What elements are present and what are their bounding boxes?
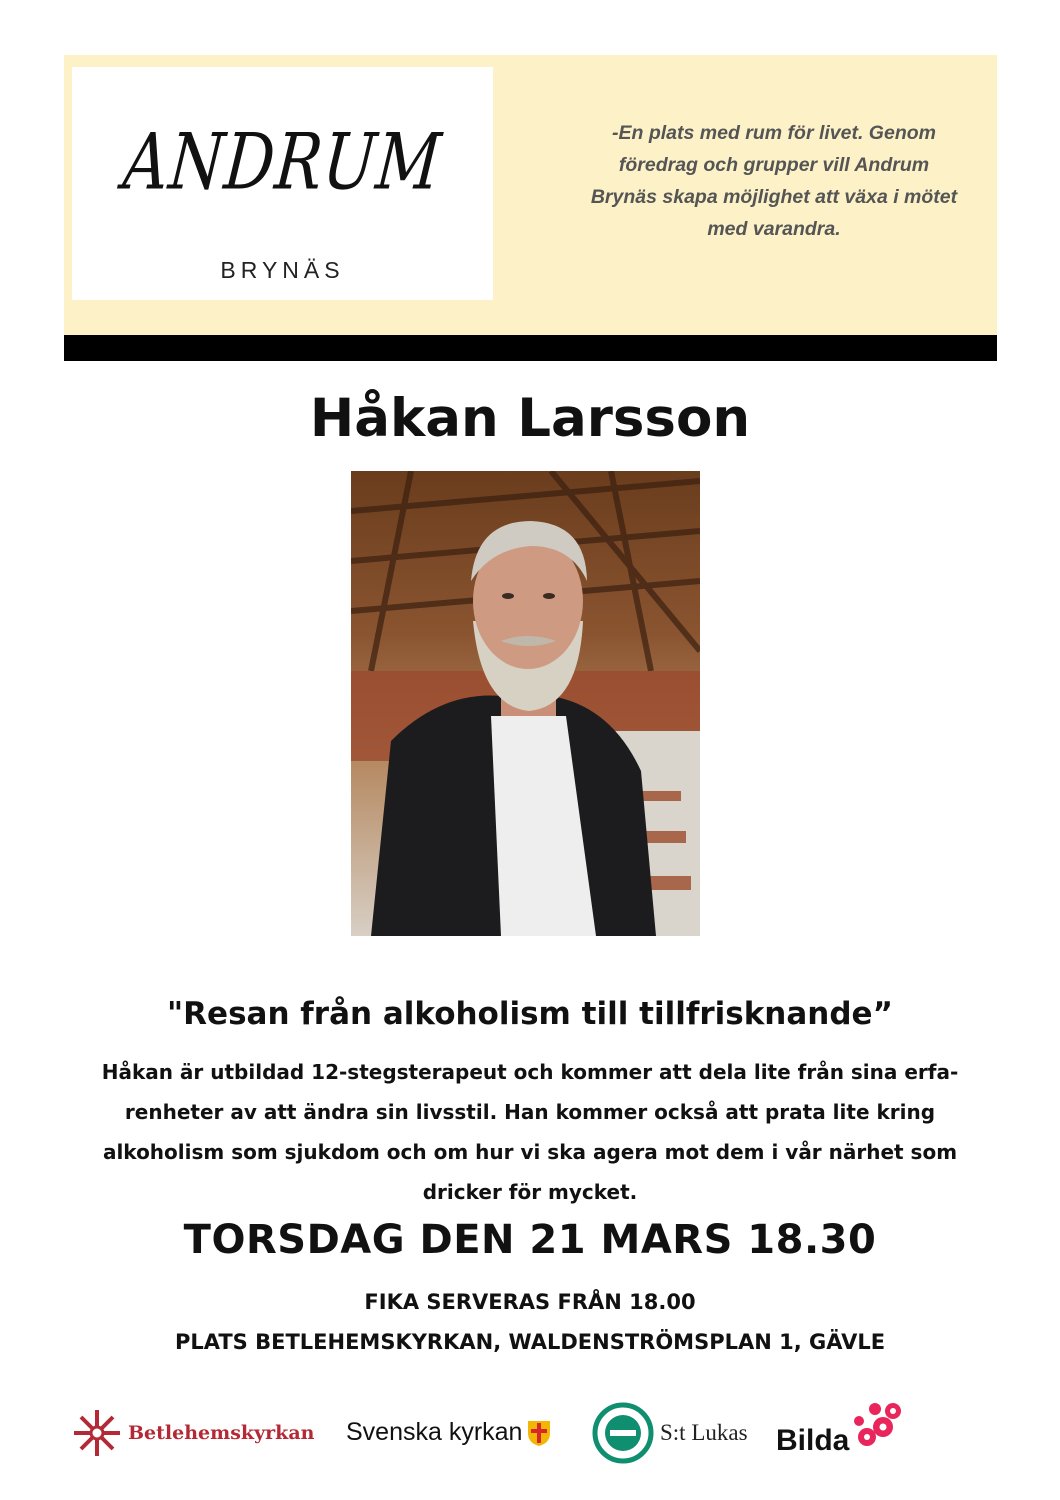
betlehemskyrkan-logo [72,1408,314,1458]
betlehemskyrkan-cross-icon [72,1408,122,1458]
st-lukas-logo [592,1402,748,1464]
event-location: PLATS BETLEHEMSKYRKAN, WALDENSTRÖMSPLAN 1, GÄVLE [174,1330,886,1354]
andrum-logo [72,67,493,300]
svenska-kyrkan-shield-icon [526,1419,552,1447]
header-banner [64,55,997,335]
bilda-label: Bilda [776,1424,850,1457]
bilda-mark-icon [845,1397,905,1457]
event-date-time: TORSDAG DEN 21 MARS 18.30 [183,1217,877,1263]
svenska-kyrkan-logo [346,1418,552,1447]
portrait-illustration [351,471,700,936]
talk-description: Håkan är utbildad 12-stegsterapeut och kommer att dela lite från sina erfa-renheter av att ändra sin livsstil. Han kommer också att prata lite kring alkoholism som sjukdom och om hur vi ska agera mot dem i vår närhet som dricker för mycket. [101,1060,959,1204]
bilda-logo [776,1396,905,1458]
divider-bar [64,335,997,361]
sponsor-logos [0,1390,1060,1490]
st-lukas-label: S:t Lukas [660,1420,748,1445]
talk-title: "Resan från alkoholism till tillfrisknande” [167,996,893,1032]
tagline: -En plats med rum för livet. Genom föredrag och grupper vill Andrum Brynäs skapa möjlighet att växa i mötet med varandra. [590,122,958,240]
st-lukas-emblem-icon [592,1402,654,1464]
betlehemskyrkan-label: Betlehemskyrkan [128,1422,315,1444]
speaker-name: Håkan Larsson [309,388,751,449]
svenska-kyrkan-label: Svenska kyrkan [346,1418,523,1446]
speaker-photo [351,471,700,936]
logo-sub-text: BRYNÄS [220,257,345,283]
fika-info: FIKA SERVERAS FRÅN 18.00 [364,1290,696,1314]
logo-main-text: ANDRUM [120,115,445,208]
